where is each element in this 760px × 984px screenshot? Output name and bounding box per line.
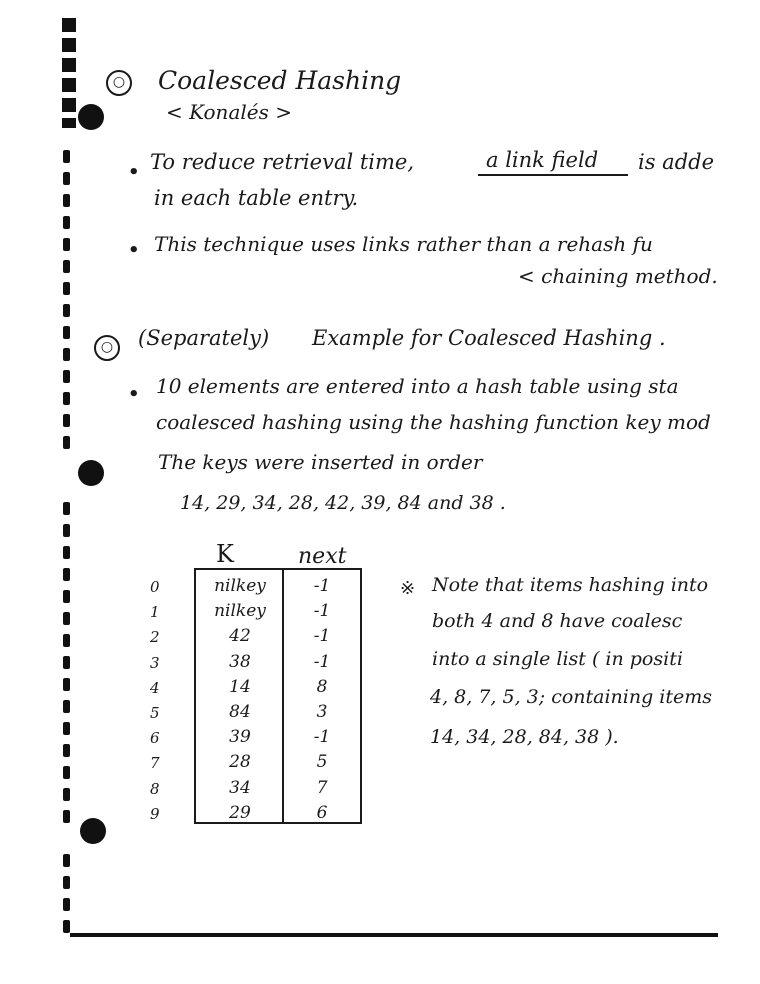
table-row-index: 3 xyxy=(150,653,160,672)
table-row-index: 2 xyxy=(150,628,160,647)
heading-subtitle: < Konalés > xyxy=(166,100,292,124)
spiral-hole xyxy=(63,678,70,691)
heading-marker-1: ○ xyxy=(106,70,132,96)
note-line3: into a single list ( in positi xyxy=(432,648,683,670)
punch-hole-top xyxy=(78,104,104,130)
table-cell-next: -1 xyxy=(313,601,331,622)
bullet1-line1: To reduce retrieval time, xyxy=(150,150,415,174)
spiral-hole xyxy=(63,436,70,449)
example-line1: 10 elements are entered into a hash table using sta xyxy=(156,374,679,398)
spiral-hole xyxy=(63,546,70,559)
table-header-next: next xyxy=(298,544,347,569)
note-line4: 4, 8, 7, 5, 3; containing items xyxy=(430,686,713,708)
spiral-hole xyxy=(63,172,70,185)
table-row-index: 1 xyxy=(150,603,160,622)
spiral-hole xyxy=(63,612,70,625)
spiral-hole xyxy=(63,524,70,537)
spiral-hole xyxy=(63,788,70,801)
table-cell-next: -1 xyxy=(313,576,331,596)
example-line2: coalesced hashing using the hashing function key mod xyxy=(156,410,711,434)
spiral-hole xyxy=(63,392,70,405)
table-cell-next: -1 xyxy=(313,727,331,748)
example-line3: The keys were inserted in order xyxy=(158,450,483,474)
table-cell-next: -1 xyxy=(313,626,331,647)
bullet1-line1-end: is adde xyxy=(638,150,715,174)
table-row-index: 5 xyxy=(150,704,160,722)
example-heading: Example for Coalesced Hashing . xyxy=(312,326,666,350)
punch-hole-middle xyxy=(78,460,104,486)
bullet-dot: • xyxy=(128,162,140,183)
spiral-hole xyxy=(63,876,70,889)
spiral-hole xyxy=(63,898,70,911)
link-underline xyxy=(478,174,628,176)
table-header-k: K xyxy=(216,540,234,568)
table-cell-next: 3 xyxy=(316,702,328,722)
bullet-dot: • xyxy=(128,240,140,261)
table-cell-next: 8 xyxy=(316,676,328,697)
note-line1: Note that items hashing into xyxy=(432,574,709,596)
spiral-hole xyxy=(63,348,70,361)
table-row-index: 6 xyxy=(150,729,160,748)
spiral-hole xyxy=(63,282,70,295)
table-cell-key: 38 xyxy=(229,651,251,672)
heading-marker-2: ○ xyxy=(94,335,120,361)
table-row-index: 4 xyxy=(150,678,160,697)
heading-title: Coalesced Hashing xyxy=(158,66,402,95)
spiral-hole xyxy=(63,568,70,581)
table-cell-next: 7 xyxy=(316,777,328,798)
table-cell-key: 42 xyxy=(229,626,251,647)
spiral-hole xyxy=(63,502,70,515)
spiral-hole xyxy=(63,326,70,339)
inserted-keys: 14, 29, 34, 28, 42, 39, 84 and 38 . xyxy=(180,492,506,514)
table-row-index: 8 xyxy=(150,779,160,798)
table-row-index: 9 xyxy=(150,804,160,823)
table-cell-key: 28 xyxy=(229,752,251,773)
page-bottom-edge xyxy=(70,933,718,937)
bullet1-line2: in each table entry. xyxy=(154,186,359,210)
note-marker: ※ xyxy=(400,578,416,599)
spiral-hole xyxy=(63,744,70,757)
binder-edge xyxy=(62,18,76,128)
spiral-hole xyxy=(63,370,70,383)
spiral-hole xyxy=(63,260,70,273)
table-cell-key: 84 xyxy=(229,702,251,722)
table-cell-next: -1 xyxy=(313,651,331,672)
spiral-hole xyxy=(63,700,70,713)
table-cell-key: 29 xyxy=(229,802,251,823)
table-row-index: 0 xyxy=(150,578,160,596)
bullet2-line2: < chaining method. xyxy=(518,264,718,288)
spiral-hole xyxy=(63,216,70,229)
spiral-hole xyxy=(63,854,70,867)
hash-table-column-divider xyxy=(282,568,284,824)
table-cell-key: nilkey xyxy=(214,576,266,596)
table-cell-key: 34 xyxy=(229,777,251,798)
spiral-hole xyxy=(63,766,70,779)
table-cell-next: 6 xyxy=(316,802,328,823)
bullet-dot: • xyxy=(128,384,140,405)
spiral-hole xyxy=(63,656,70,669)
table-cell-next: 5 xyxy=(316,752,328,773)
spiral-hole xyxy=(63,634,70,647)
spiral-hole xyxy=(63,150,70,163)
table-row-index: 7 xyxy=(150,754,160,773)
spiral-hole xyxy=(63,590,70,603)
note-line2: both 4 and 8 have coalesc xyxy=(432,610,683,632)
table-cell-key: 39 xyxy=(229,727,251,748)
note-line5: 14, 34, 28, 84, 38 ). xyxy=(430,726,619,748)
spiral-hole xyxy=(63,810,70,823)
spiral-hole xyxy=(63,920,70,933)
spiral-hole xyxy=(63,304,70,317)
example-prefix: (Separately) xyxy=(138,326,270,350)
spiral-hole xyxy=(63,414,70,427)
table-cell-key: nilkey xyxy=(214,601,266,622)
bullet1-link-term: a link field xyxy=(486,148,599,172)
spiral-hole xyxy=(63,238,70,251)
spiral-hole xyxy=(63,194,70,207)
punch-hole-bottom xyxy=(80,818,106,844)
table-cell-key: 14 xyxy=(229,676,251,697)
spiral-hole xyxy=(63,722,70,735)
bullet2-line1: This technique uses links rather than a rehash fu xyxy=(154,232,653,256)
